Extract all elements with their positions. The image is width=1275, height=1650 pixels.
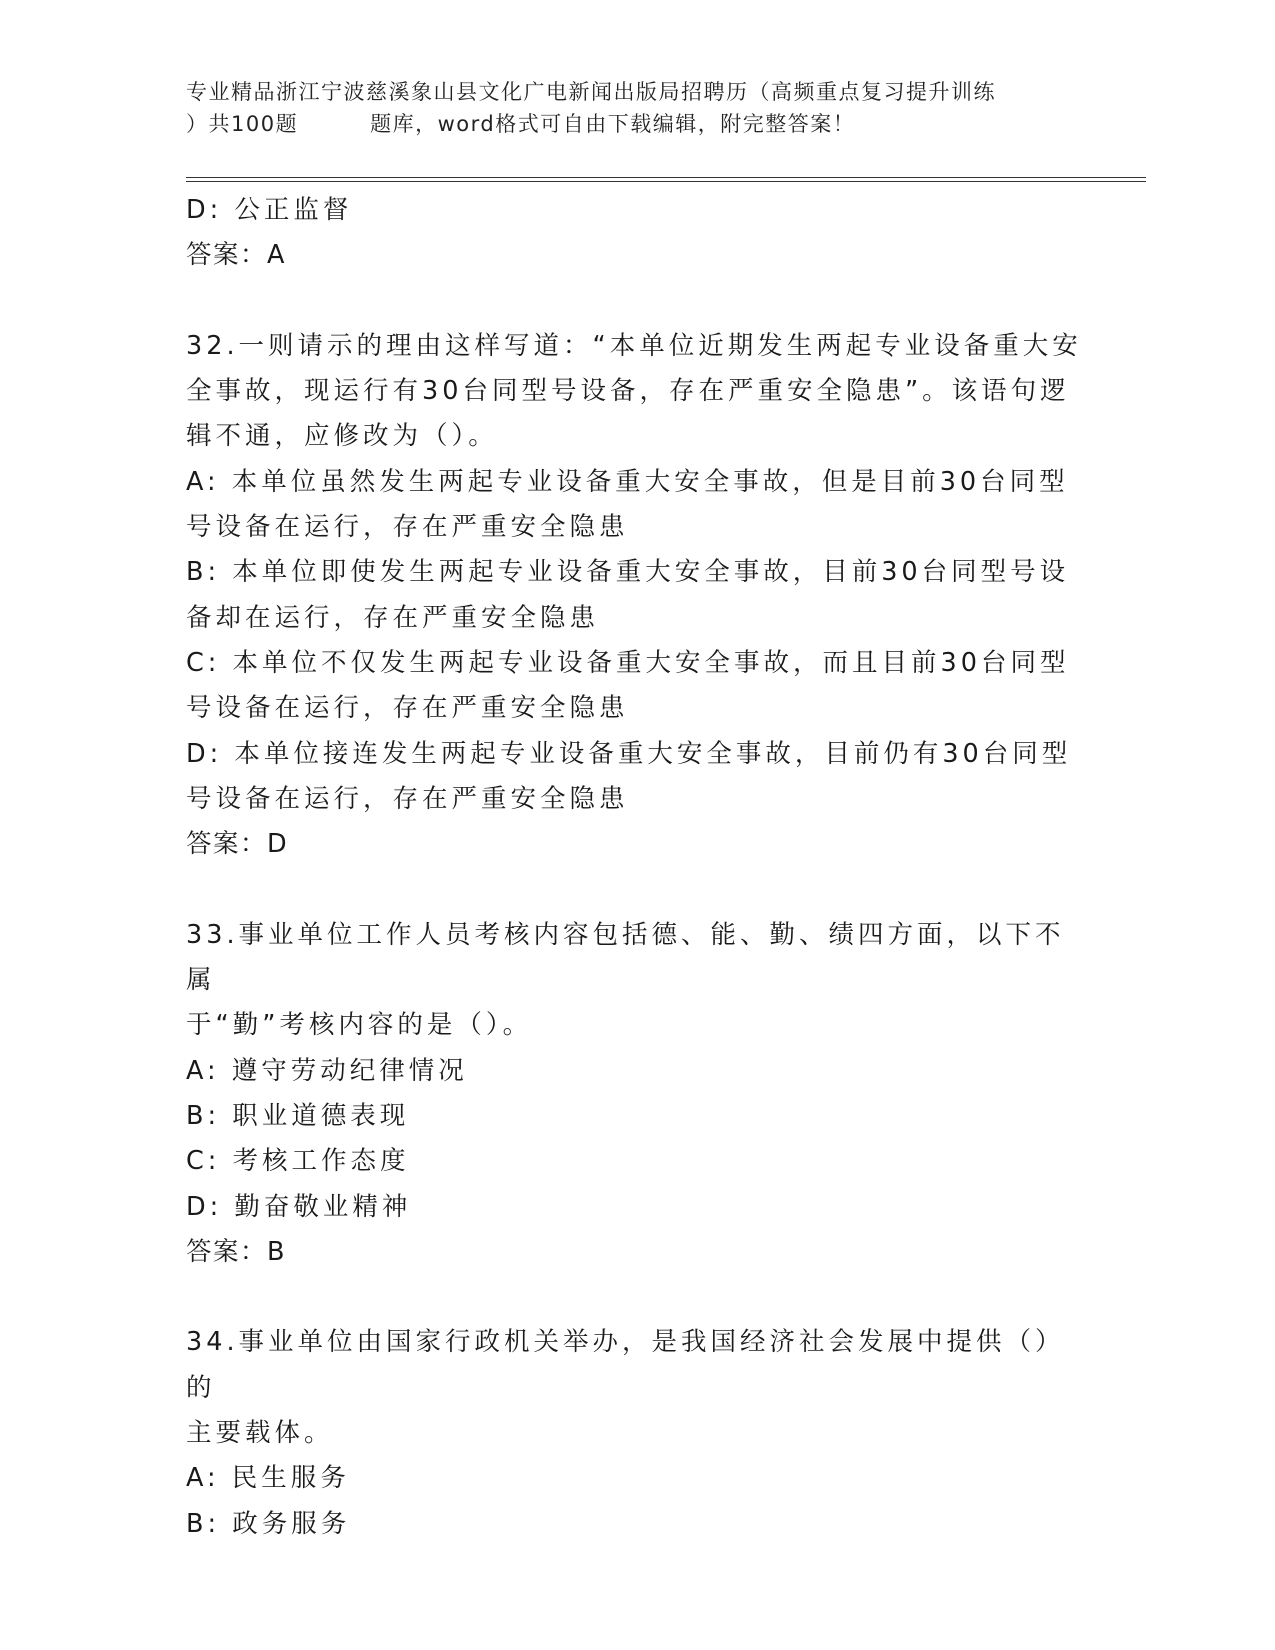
question-34 bbox=[186, 1320, 1086, 1546]
header-line-2-part-a: ）共100题 bbox=[186, 112, 299, 136]
document-body bbox=[186, 188, 1086, 1547]
question-answer: 答案：B bbox=[186, 1236, 286, 1267]
document-header bbox=[186, 76, 1106, 140]
header-line-2-part-b: 题库，word格式可自由下载编辑，附完整答案！ bbox=[370, 112, 856, 136]
header-line-1: 专业精品浙江宁波慈溪象山县文化广电新闻出版局招聘历（高频重点复习提升训练 bbox=[186, 80, 996, 104]
q31-answer: 答案：A bbox=[186, 240, 286, 271]
option-b-line: B: 本单位即使发生两起专业设备重大安全事故，目前30台同型号设 bbox=[186, 557, 1070, 588]
option-a: A: 遵守劳动纪律情况 bbox=[186, 1055, 468, 1086]
header-line-2 bbox=[186, 108, 1106, 140]
header-divider-bottom bbox=[186, 181, 1146, 182]
header-divider-top bbox=[186, 177, 1146, 178]
question-stem-line: 主要载体。 bbox=[186, 1418, 334, 1449]
option-c-line: 号设备在运行，存在严重安全隐患 bbox=[186, 693, 629, 724]
question-answer: 答案：D bbox=[186, 829, 289, 860]
question-stem-line: 34.事业单位由国家行政机关举办，是我国经济社会发展中提供（）的 bbox=[186, 1327, 1065, 1403]
option-b-line: 备却在运行，存在严重安全隐患 bbox=[186, 602, 600, 633]
option-b: B: 政务服务 bbox=[186, 1508, 351, 1539]
question-stem-line: 于“勤”考核内容的是（）。 bbox=[186, 1010, 533, 1041]
option-d-line: D: 本单位接连发生两起专业设备重大安全事故，目前仍有30台同型 bbox=[186, 738, 1072, 769]
question-stem-line: 全事故，现运行有30台同型号设备，存在严重安全隐患”。该语句逻 bbox=[186, 376, 1070, 407]
option-d: D: 勤奋敬业精神 bbox=[186, 1191, 412, 1222]
question-33 bbox=[186, 913, 1086, 1275]
option-d-line: 号设备在运行，存在严重安全隐患 bbox=[186, 783, 629, 814]
option-c: C: 考核工作态度 bbox=[186, 1146, 410, 1177]
question-stem-line: 33.事业单位工作人员考核内容包括德、能、勤、绩四方面，以下不属 bbox=[186, 919, 1065, 996]
question-stem-line: 辑不通，应修改为（）。 bbox=[186, 421, 498, 452]
option-a-line: 号设备在运行，存在严重安全隐患 bbox=[186, 512, 629, 543]
q31-option-d: D: 公正监督 bbox=[186, 195, 353, 225]
option-a-line: A: 本单位虽然发生两起专业设备重大安全事故，但是目前30台同型 bbox=[186, 466, 1069, 497]
question-stem-line: 32.一则请示的理由这样写道：“本单位近期发生两起专业设备重大安 bbox=[186, 330, 1082, 361]
option-a: A: 民生服务 bbox=[186, 1463, 350, 1494]
option-c-line: C: 本单位不仅发生两起专业设备重大安全事故，而且目前30台同型 bbox=[186, 647, 1070, 678]
question-32 bbox=[186, 324, 1086, 868]
option-b: B: 职业道德表现 bbox=[186, 1100, 410, 1131]
